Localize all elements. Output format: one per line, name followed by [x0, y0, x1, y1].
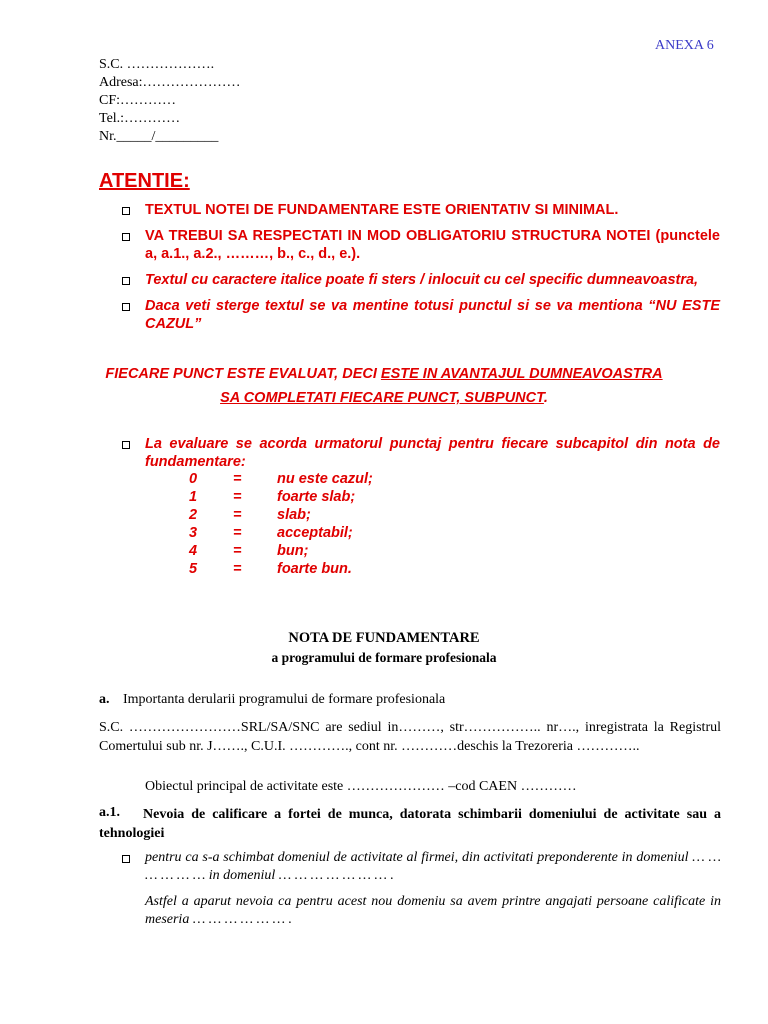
document-title: NOTA DE FUNDAMENTARE — [288, 630, 480, 646]
bullet-square-icon — [121, 232, 132, 243]
score-label: slab; — [277, 507, 311, 523]
qualification-need-paragraph: Astfel a aparut nevoia ca pentru acest nou domeniu sa avem printre angajati persoane calificate in meseria … … … … … … . — [145, 894, 721, 927]
cf-field: CF:………… — [99, 93, 177, 108]
score-num: 1 — [189, 489, 198, 505]
attention-heading: ATENTIE: — [99, 170, 190, 192]
score-label: foarte slab; — [277, 489, 356, 505]
score-eq: = — [233, 489, 242, 505]
score-num: 4 — [189, 543, 198, 559]
bullet-square-icon — [121, 302, 132, 313]
bullet-square-icon — [121, 440, 132, 451]
company-details-paragraph: S.C. ……………………SRL/SA/SNC are sediul in………, str…………….. nr…., inregistrata la Registrul Comertului sub nr. J……., C.U.I. …………., cont nr. …………deschis la Trezoreria ………….. — [99, 720, 721, 754]
score-eq: = — [233, 561, 242, 577]
score-label: bun; — [277, 543, 309, 559]
phone-field: Tel.:………… — [99, 111, 181, 126]
section-a-heading: Importanta derularii programului de formare profesionala — [123, 692, 446, 707]
score-label: acceptabil; — [277, 525, 353, 541]
instruction-italic-text: Textul cu caractere italice poate fi sters / inlocuit cu cel specific dumneavoastra, — [145, 272, 699, 288]
evaluation-note-line2: SA COMPLETATI FIECARE PUNCT, SUBPUNCT. — [220, 390, 548, 406]
registration-number-field: Nr._____/_________ — [99, 129, 219, 144]
address-field: Adresa:………………… — [99, 75, 241, 90]
instruction-orientative: TEXTUL NOTEI DE FUNDAMENTARE ESTE ORIENTATIV SI MINIMAL. — [145, 202, 619, 218]
annex-label: ANEXA 6 — [655, 38, 714, 53]
score-num: 0 — [189, 471, 198, 487]
score-eq: = — [233, 525, 242, 541]
domain-change-bullet: pentru ca s-a schimbat domeniul de activitate al firmei, din activitati preponderente in domeniul … … … … … … in domeniul … … … … … … … . — [145, 850, 721, 883]
bullet-square-icon — [121, 206, 132, 217]
bullet-square-icon — [121, 276, 132, 287]
score-num: 5 — [189, 561, 198, 577]
section-a-label: a. — [99, 692, 110, 707]
company-sc-field: S.C. ………………. — [99, 57, 215, 72]
instruction-structure: VA TREBUI SA RESPECTATI IN MOD OBLIGATORIU STRUCTURA NOTEI (punctele a, a.1., a.2., ………, b., c., d., e.). — [145, 228, 720, 262]
score-eq: = — [233, 471, 242, 487]
section-a1-heading: Nevoia de calificare a fortei de munca, datorata schimbarii domeniului de activitate sau a tehnologiei — [99, 807, 721, 841]
score-label: nu este cazul; — [277, 471, 373, 487]
score-eq: = — [233, 507, 242, 523]
score-eq: = — [233, 543, 242, 559]
score-num: 2 — [189, 507, 198, 523]
instruction-nu-este-cazul: Daca veti sterge textul se va mentine totusi punctul si se va mentiona “NU ESTE CAZUL” — [145, 298, 720, 332]
evaluation-note-line1: FIECARE PUNCT ESTE EVALUAT, DECI ESTE IN AVANTAJUL DUMNEAVOASTRA — [105, 366, 663, 382]
score-num: 3 — [189, 525, 198, 541]
main-activity-line: Obiectul principal de activitate este ………………… –cod CAEN ………… — [145, 779, 577, 794]
score-label: foarte bun. — [277, 561, 352, 577]
section-a1-label: a.1. — [99, 805, 120, 820]
bullet-square-icon — [121, 854, 132, 865]
document-subtitle: a programului de formare profesionala — [271, 650, 497, 665]
scoring-intro: La evaluare se acorda urmatorul punctaj pentru fiecare subcapitol din nota de fundamentare: — [145, 436, 720, 470]
